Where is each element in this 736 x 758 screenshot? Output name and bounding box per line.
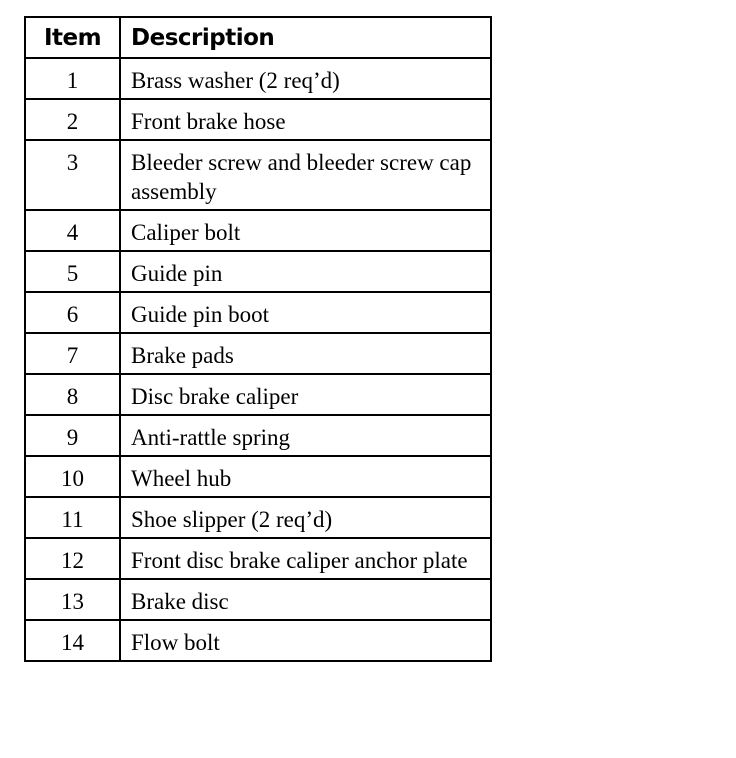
table-row [25,456,491,497]
item-description: Brake pads [120,333,491,374]
item-description: Front brake hose [120,99,491,140]
item-number: 4 [25,210,120,251]
item-description: Caliper bolt [120,210,491,251]
item-number: 12 [25,538,120,579]
item-number: 11 [25,497,120,538]
table-row [25,58,491,99]
item-description: Flow bolt [120,620,491,661]
item-number: 6 [25,292,120,333]
item-description: Guide pin [120,251,491,292]
item-description: Guide pin boot [120,292,491,333]
table-row [25,140,491,210]
item-description: Disc brake caliper [120,374,491,415]
table-row [25,497,491,538]
table-row [25,579,491,620]
parts-table [24,16,492,662]
item-number: 13 [25,579,120,620]
table-row [25,415,491,456]
item-number: 10 [25,456,120,497]
item-number: 2 [25,99,120,140]
item-number: 1 [25,58,120,99]
item-number: 5 [25,251,120,292]
column-header-item: Item [25,17,120,58]
table-row [25,538,491,579]
table-row [25,251,491,292]
item-number: 9 [25,415,120,456]
item-number: 3 [25,140,120,210]
table-row [25,333,491,374]
item-description: Wheel hub [120,456,491,497]
table-row [25,292,491,333]
table-header-row [25,17,491,58]
item-description: Bleeder screw and bleeder screw cap assembly [120,140,491,210]
table-row [25,374,491,415]
item-description: Brass washer (2 req’d) [120,58,491,99]
table-row [25,620,491,661]
item-description: Anti-rattle spring [120,415,491,456]
item-description: Front disc brake caliper anchor plate [120,538,491,579]
item-number: 7 [25,333,120,374]
item-description: Shoe slipper (2 req’d) [120,497,491,538]
item-number: 8 [25,374,120,415]
table-row [25,210,491,251]
item-number: 14 [25,620,120,661]
item-description: Brake disc [120,579,491,620]
column-header-description: Description [120,17,491,58]
table-row [25,99,491,140]
